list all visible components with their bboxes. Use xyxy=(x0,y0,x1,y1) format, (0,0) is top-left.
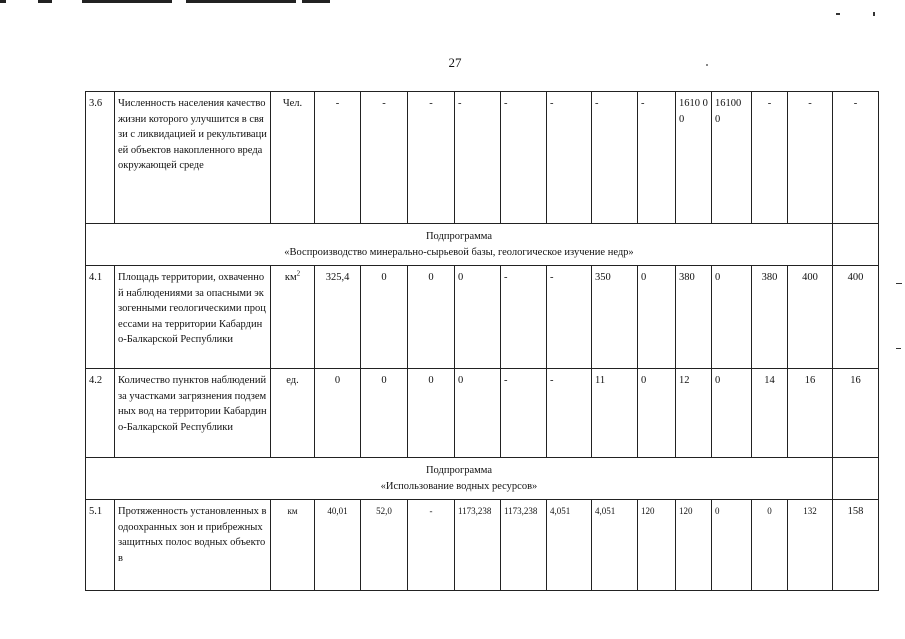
value-cell: 120 xyxy=(676,500,712,591)
empty-cell xyxy=(833,458,879,500)
subprogram-title: Подпрограмма xyxy=(425,464,493,476)
subprogram-title: Подпрограмма xyxy=(425,230,493,242)
value-cell: 380 xyxy=(676,266,712,369)
value-cell: 158 xyxy=(833,500,879,591)
table-row xyxy=(86,266,879,369)
indicator-name: Площадь территории, охваченной наблюдениями за опасными экзогенными геологическими процессами на территории Кабардино-Балкарской Республики xyxy=(115,266,271,369)
value-cell: - xyxy=(788,92,833,224)
unit-cell: км xyxy=(271,500,315,591)
value-cell: 0 xyxy=(638,369,676,458)
value-cell: 0 xyxy=(361,266,408,369)
indicator-name: Протяженность установленных водоохранных зон и прибрежных защитных полос водных объектов xyxy=(115,500,271,591)
subprogram-header xyxy=(86,458,833,500)
value-cell: - xyxy=(501,369,547,458)
value-cell: - xyxy=(408,92,455,224)
value-cell: 52,0 xyxy=(361,500,408,591)
value-cell: 40,01 xyxy=(315,500,361,591)
value-cell: 132 xyxy=(788,500,833,591)
scan-speck xyxy=(896,348,901,349)
unit-text: км xyxy=(284,272,297,283)
subprogram-row xyxy=(86,224,879,266)
value-cell: 0 xyxy=(408,369,455,458)
row-number: 4.1 xyxy=(86,266,115,369)
scan-speck xyxy=(873,12,875,16)
value-cell: 400 xyxy=(788,266,833,369)
value-cell: - xyxy=(361,92,408,224)
value-cell: - xyxy=(408,500,455,591)
unit-cell: ед. xyxy=(271,369,315,458)
value-cell: - xyxy=(547,369,592,458)
row-number: 5.1 xyxy=(86,500,115,591)
value-cell: - xyxy=(501,92,547,224)
value-cell: - xyxy=(638,92,676,224)
value-cell: - xyxy=(833,92,879,224)
value-cell: 350 xyxy=(592,266,638,369)
value-cell: 0 xyxy=(408,266,455,369)
value-cell: 380 xyxy=(752,266,788,369)
value-cell: 4,051 xyxy=(547,500,592,591)
value-cell: 16100 0 xyxy=(712,92,752,224)
scan-speck xyxy=(706,64,708,66)
table-row xyxy=(86,369,879,458)
value-cell: 16 xyxy=(788,369,833,458)
value-cell: - xyxy=(501,266,547,369)
value-cell: 0 xyxy=(712,369,752,458)
subprogram-row xyxy=(86,458,879,500)
value-cell: 1610 00 xyxy=(676,92,712,224)
value-cell: 0 xyxy=(752,500,788,591)
value-cell: 0 xyxy=(455,369,501,458)
indicator-name: Количество пунктов наблюдений за участками загрязнения подземных вод на территории Кабардино-Балкарской Республики xyxy=(115,369,271,458)
unit-cell: Чел. xyxy=(271,92,315,224)
value-cell: 1173,238 xyxy=(455,500,501,591)
scan-speck xyxy=(836,13,840,15)
value-cell: - xyxy=(547,92,592,224)
table-row xyxy=(86,500,879,591)
value-cell: 0 xyxy=(455,266,501,369)
value-cell: 12 xyxy=(676,369,712,458)
value-cell: - xyxy=(752,92,788,224)
value-cell: - xyxy=(455,92,501,224)
value-cell: 16 xyxy=(833,369,879,458)
value-cell: 14 xyxy=(752,369,788,458)
value-cell: 0 xyxy=(315,369,361,458)
value-cell: 120 xyxy=(638,500,676,591)
row-number: 3.6 xyxy=(86,92,115,224)
value-cell: 0 xyxy=(712,500,752,591)
table-row xyxy=(86,92,879,224)
value-cell: 0 xyxy=(361,369,408,458)
scan-artifact-top xyxy=(0,0,360,4)
value-cell: - xyxy=(592,92,638,224)
page-number: 27 xyxy=(448,55,462,70)
value-cell: 325,4 xyxy=(315,266,361,369)
subprogram-name: «Воспроизводство минерально-сырьевой базы, геологическое изучение недр» xyxy=(284,246,634,258)
value-cell: 11 xyxy=(592,369,638,458)
value-cell: - xyxy=(547,266,592,369)
value-cell: 400 xyxy=(833,266,879,369)
unit-superscript: 2 xyxy=(296,269,301,278)
value-cell: - xyxy=(315,92,361,224)
empty-cell xyxy=(833,224,879,266)
value-cell: 0 xyxy=(638,266,676,369)
subprogram-name: «Использование водных ресурсов» xyxy=(380,480,538,492)
indicators-table xyxy=(85,91,879,591)
scan-speck xyxy=(896,283,902,284)
value-cell: 0 xyxy=(712,266,752,369)
value-cell: 4,051 xyxy=(592,500,638,591)
subprogram-header xyxy=(86,224,833,266)
unit-cell xyxy=(271,266,315,369)
value-cell: 1173,238 xyxy=(501,500,547,591)
row-number: 4.2 xyxy=(86,369,115,458)
indicator-name: Численность населения качество жизни которого улучшится в связи с ликвидацией и рекультивацией объектов накопленного вреда окружающей среде xyxy=(115,92,271,224)
